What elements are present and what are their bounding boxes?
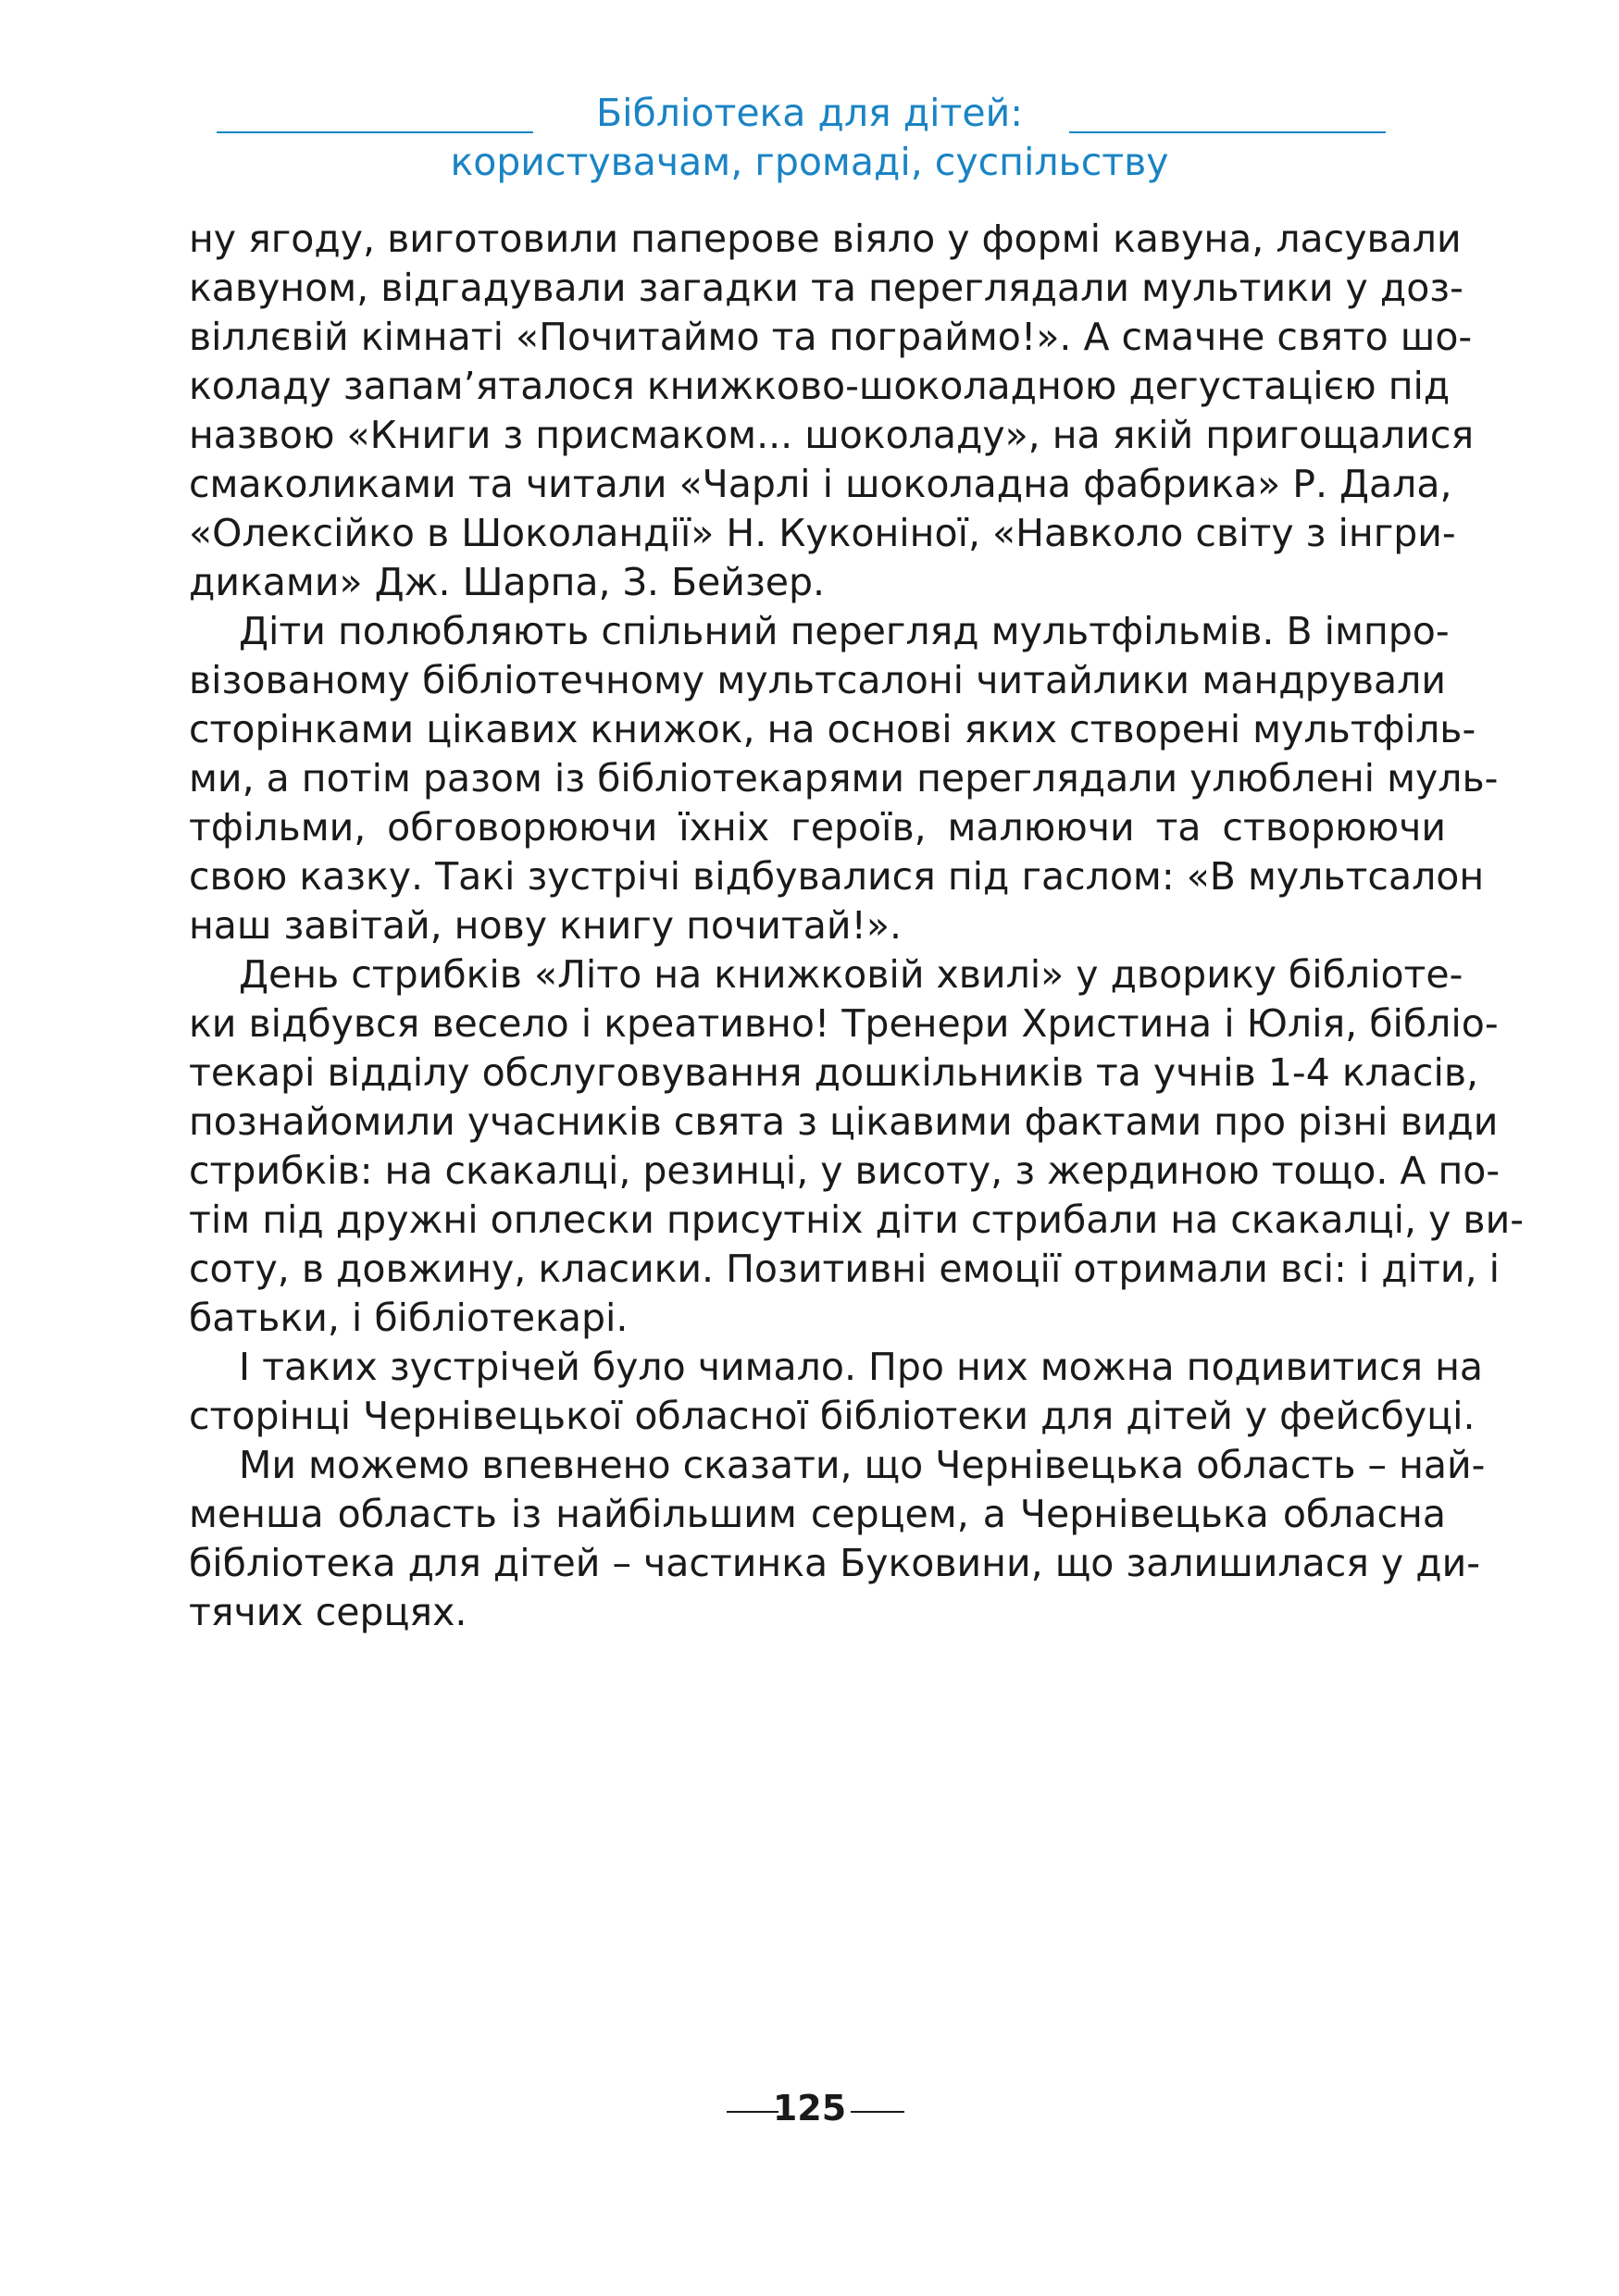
text-line: свою казку. Такі зустрічі відбувалися під гаслом: «В мультсалон <box>189 854 1485 899</box>
text-line: менша область із найбільшим серцем, а Чернівецька обласна <box>189 1492 1446 1536</box>
page-number: 125 <box>772 2088 847 2128</box>
text-line: стрибків: на скакалці, резинці, у висоту, з жердиною тощо. А по- <box>189 1148 1501 1193</box>
text-line: сторінками цікавих книжок, на основі яких створені мультфіль- <box>189 707 1476 751</box>
text-line: Ми можемо впевнено сказати, що Чернівецька область – най- <box>239 1443 1486 1487</box>
body-text <box>189 215 1525 1637</box>
header-rule-right <box>1069 131 1386 133</box>
text-line: віллєвій кімнаті «Почитаймо та пограймо!». А смачне свято шо- <box>189 315 1473 359</box>
text-line: наш завітай, нову книгу почитай!». <box>189 903 903 948</box>
text-line: День стрибків «Літо на книжковій хвилі» у дворику бібліоте- <box>239 952 1463 997</box>
text-line: «Олексійко в Шоколандії» Н. Куконіної, «Навколо світу з інгри- <box>189 511 1456 555</box>
text-line: тім під дружні оплески присутніх діти стрибали на скакалці, у ви- <box>189 1198 1525 1242</box>
text-line: ки відбувся весело і креативно! Тренери Христина і Юлія, бібліо- <box>189 1001 1499 1046</box>
text-line: ну ягоду, виготовили паперове віяло у формі кавуна, ласували <box>189 217 1462 261</box>
text-line: Діти полюбляють спільний перегляд мультфільмів. В імпро- <box>239 609 1450 653</box>
text-line: І таких зустрічей було чимало. Про них можна подивитися на <box>239 1345 1484 1389</box>
header-title-line-1: Бібліотека для дітей: <box>595 91 1024 135</box>
header-rule-left <box>217 131 533 133</box>
page-number-rule-right <box>851 2111 904 2113</box>
text-line: познайомили учасників свята з цікавими фактами про різні види <box>189 1099 1499 1144</box>
text-line: візованому бібліотечному мультсалоні читайлики мандрували <box>189 658 1446 702</box>
text-line: бібліотека для дітей – частинка Буковини, що залишилася у ди- <box>189 1541 1481 1585</box>
header-title-line-2: користувачам, громаді, суспільству <box>450 140 1169 184</box>
text-line: тфільми, обговорюючи їхніх героїв, малюючи та створюючи <box>189 805 1446 850</box>
text-line: коладу запам’яталося книжково-шоколадною дегустацією під <box>189 364 1451 408</box>
text-line: диками» Дж. Шарпа, З. Бейзер. <box>189 560 826 604</box>
text-line: ми, а потім разом із бібліотекарями переглядали улюблені муль- <box>189 756 1499 800</box>
text-line: текарі відділу обслуговування дошкільників та учнів 1-4 класів, <box>189 1050 1479 1095</box>
text-line: кавуном, відгадували загадки та переглядали мультики у доз- <box>189 266 1463 310</box>
text-line: назвою «Книги з присмаком... шоколаду», на якій пригощалися <box>189 413 1475 457</box>
text-line: соту, в довжину, класики. Позитивні емоції отримали всі: і діти, і <box>189 1247 1501 1291</box>
text-line: сторінці Чернівецької обласної бібліотеки для дітей у фейсбуці. <box>189 1394 1476 1438</box>
text-line: батьки, і бібліотекарі. <box>189 1296 629 1340</box>
text-line: смаколиками та читали «Чарлі і шоколадна фабрика» Р. Дала, <box>189 462 1452 506</box>
running-header <box>0 89 1619 187</box>
text-line: тячих серцях. <box>189 1590 467 1634</box>
